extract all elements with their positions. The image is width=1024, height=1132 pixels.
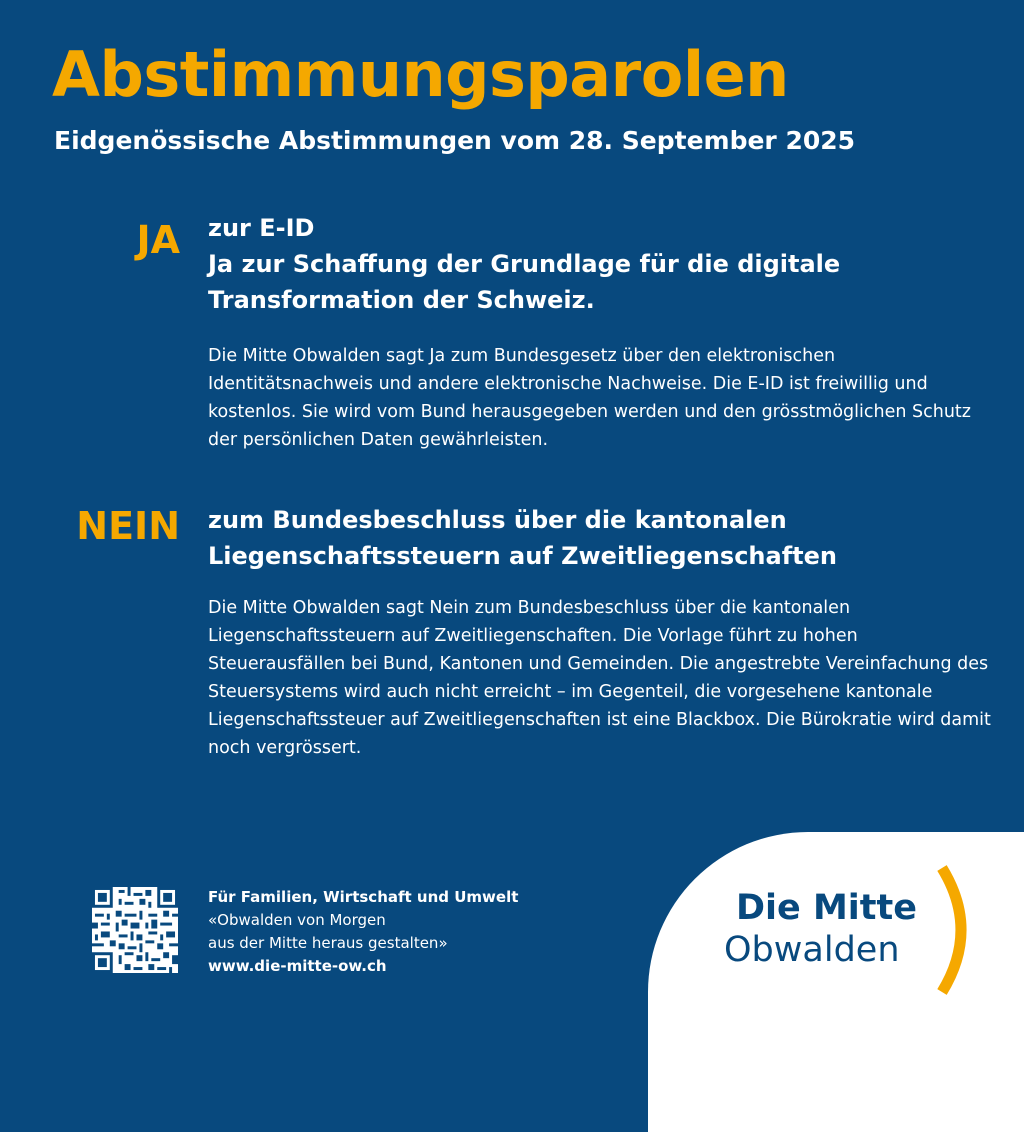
footer-quote-line2: aus der Mitte heraus gestalten» — [208, 934, 448, 952]
logo-text-line2: Obwalden — [724, 930, 900, 970]
headline-nein: zum Bundesbeschluss über die kantonalen Liegenschaftssteuern auf Zweitliegenschaften — [208, 506, 837, 570]
page-subtitle: Eidgenössische Abstimmungen vom 28. September 2025 — [54, 126, 856, 155]
headline-ja: Ja zur Schaffung der Grundlage für die digitale Transformation der Schweiz. — [208, 250, 841, 314]
vote-label-nein: NEIN — [76, 504, 180, 548]
footer-text — [208, 886, 518, 978]
page-title: Abstimmungsparolen — [52, 38, 789, 111]
footer-slogan: Für Familien, Wirtschaft und Umwelt — [208, 888, 519, 906]
footer-quote-line1: «Obwalden von Morgen — [208, 911, 386, 929]
qr-code-icon[interactable] — [92, 887, 178, 973]
logo-bracket-icon — [912, 860, 992, 1000]
topic-heading-ja: zur E-ID — [208, 214, 315, 242]
logo-text-line1: Die Mitte — [736, 888, 917, 928]
footer-website-link[interactable]: www.die-mitte-ow.ch — [208, 957, 387, 975]
vote-label-ja: JA — [136, 218, 180, 262]
body-text-nein: Die Mitte Obwalden sagt Nein zum Bundesbeschluss über die kantonalen Liegenschaftssteuern auf Zweitliegenschaften. Die Vorlage führt zu hohen Steuerausfällen bei Bund, Kantonen und Gemeinden. Die angestrebte Vereinfachung des Steuersystems wird auch nicht erreicht – im Gegenteil, die vorgesehene kantonale Liegenschaftssteuer auf Zweitliegenschaften ist eine Blackbox. Die Bürokratie wird damit noch vergrössert. — [208, 598, 991, 758]
body-text-ja: Die Mitte Obwalden sagt Ja zum Bundesgesetz über den elektronischen Identitätsnachweis und andere elektronische Nachweise. Die E-ID ist freiwillig und kostenlos. Sie wird vom Bund herausgegeben werden und den grösstmöglichen Schutz der persönlichen Daten gewährleisten. — [208, 346, 971, 450]
